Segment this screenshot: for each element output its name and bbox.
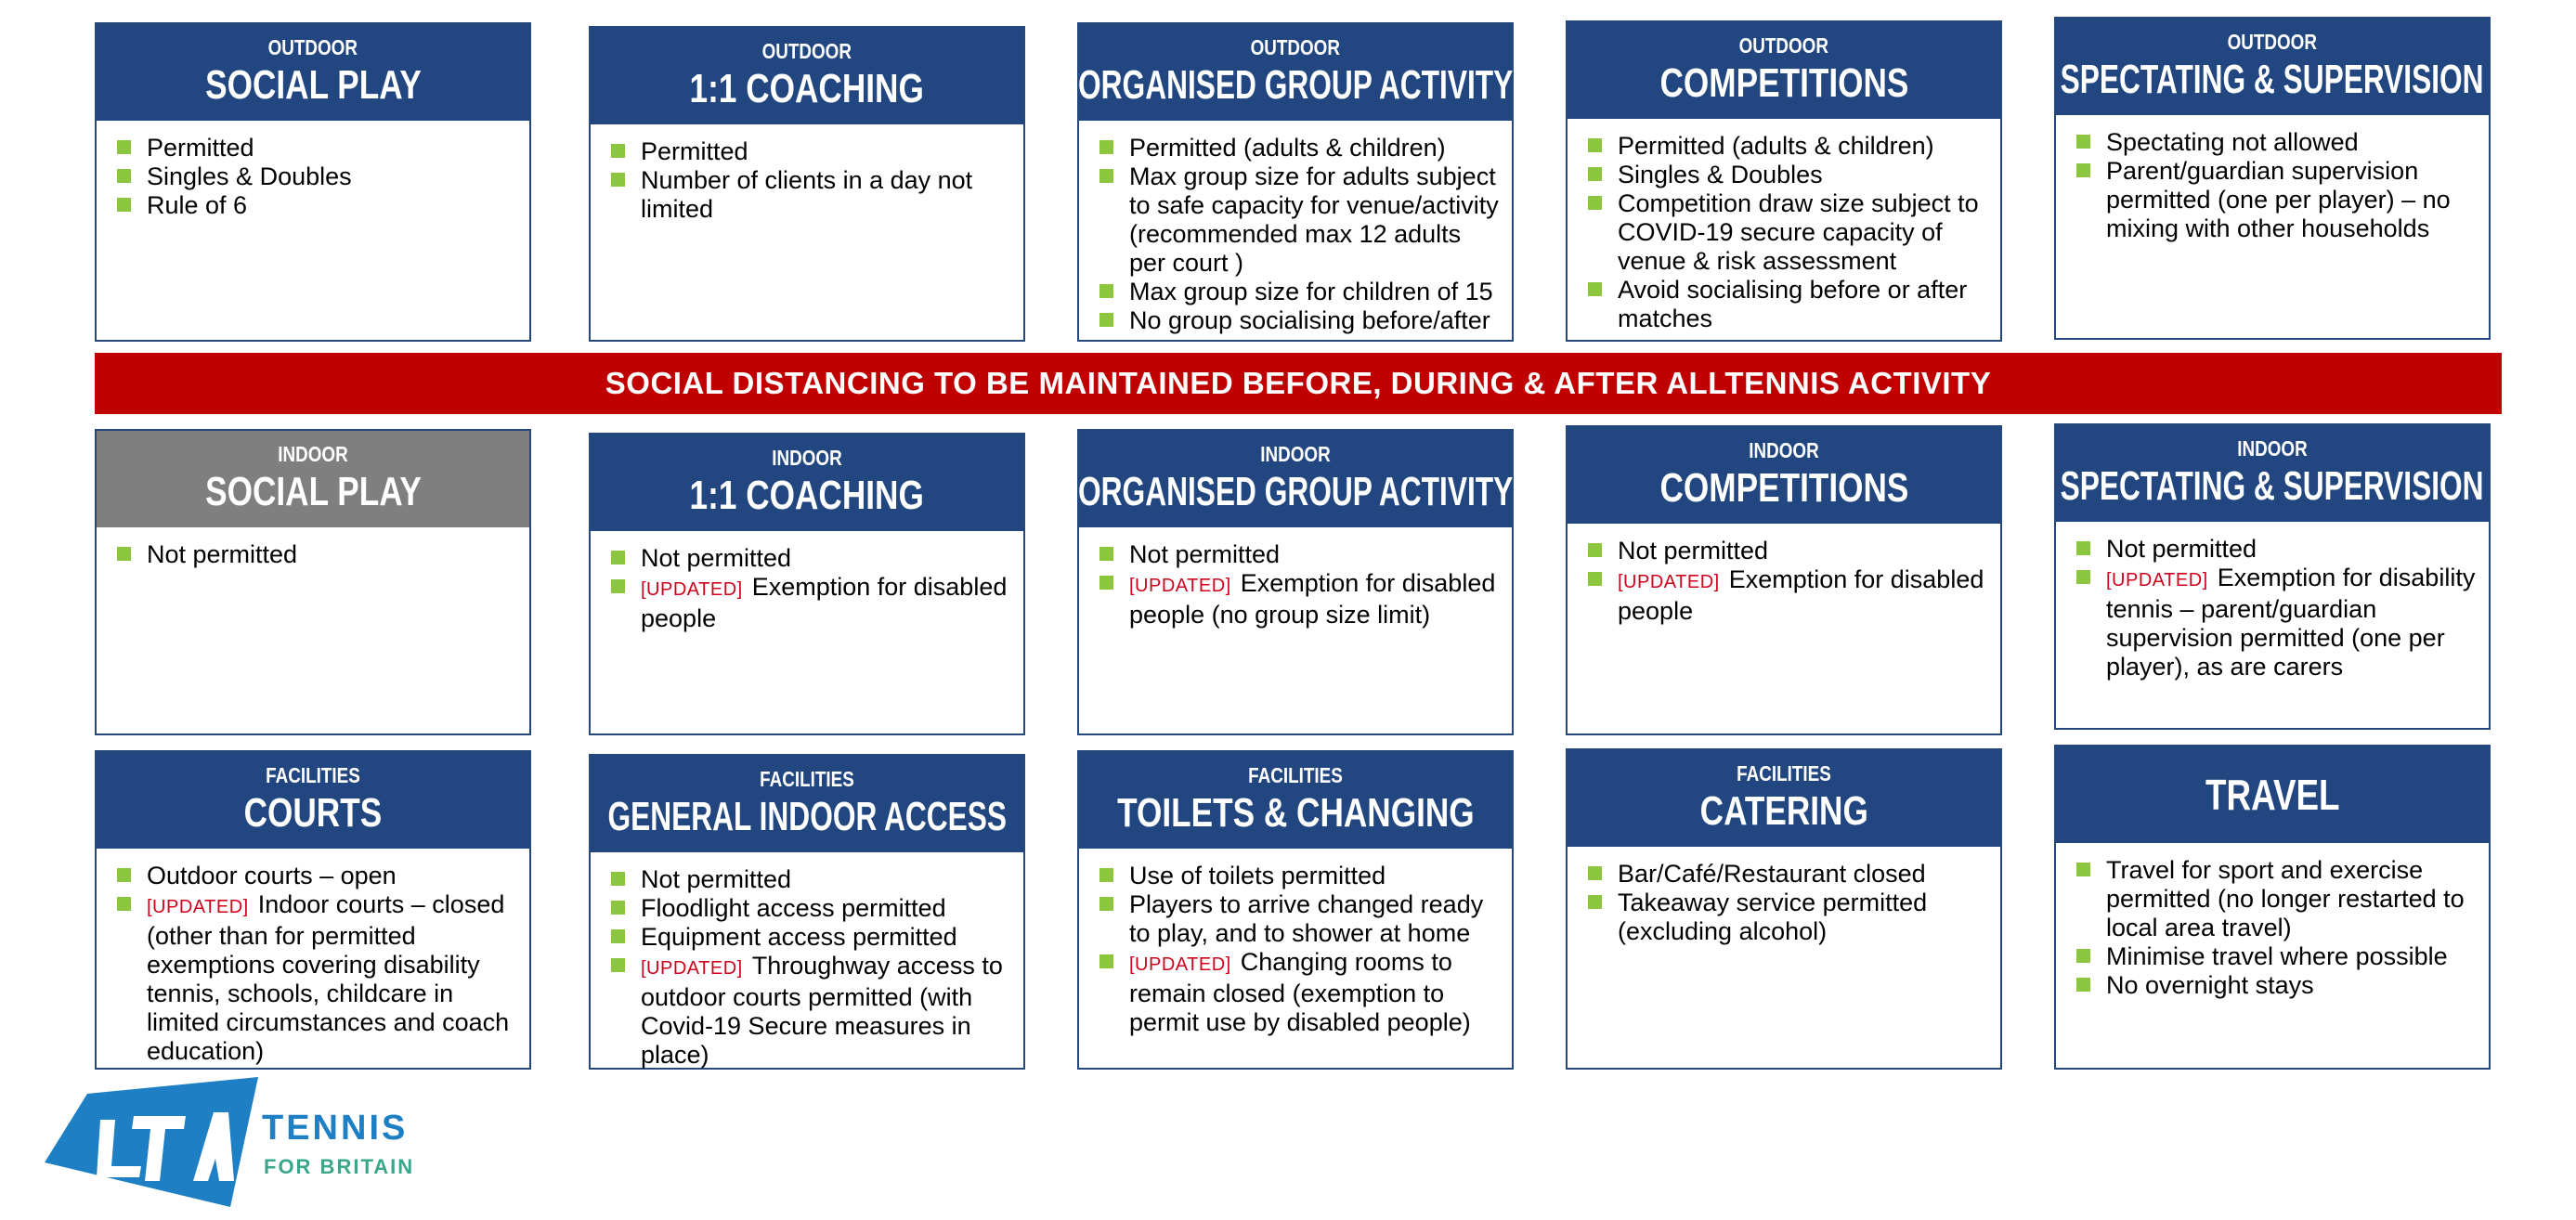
list-item [1586, 161, 1987, 189]
list-item [609, 923, 1010, 952]
list-item-text: Floodlight access permitted [641, 894, 946, 922]
card-title: SPECTATING & SUPERVISION [2061, 57, 2484, 103]
card-title: TRAVEL [2205, 770, 2340, 819]
list-item [609, 865, 1010, 894]
list-item [609, 544, 1010, 573]
card-title: ORGANISED GROUP ACTIVITY [1077, 62, 1514, 109]
card-header [97, 752, 529, 849]
list-item-text: Exemption for disabled people (no group size limit) [1129, 569, 1496, 629]
card-kicker: INDOOR [772, 446, 842, 471]
list-item [1586, 537, 1987, 565]
card-kicker: OUTDOOR [761, 39, 852, 64]
list-item-text: Permitted (adults & children) [1618, 132, 1934, 160]
list-item [115, 134, 516, 162]
card-kicker: FACILITIES [1737, 761, 1831, 786]
card-header [2056, 19, 2489, 115]
list-item-text: Bar/Café/Restaurant closed [1618, 860, 1926, 888]
list-item-text: Competition draw size subject to COVID-19 secure capacity of venue & risk assessment [1618, 189, 1979, 275]
card-title: SOCIAL PLAY [204, 62, 422, 109]
lta-logo-mark-icon [45, 1077, 267, 1207]
info-card [1077, 750, 1514, 1070]
updated-tag: [UPDATED] [1129, 954, 1231, 975]
list-item [1586, 889, 1987, 946]
card-bullet-list [97, 121, 529, 220]
card-header [1079, 431, 1512, 527]
list-item-text: Not permitted [1129, 540, 1281, 568]
list-item [2075, 942, 2476, 971]
list-item-text: Minimise travel where possible [2106, 942, 2448, 970]
social-distancing-banner: SOCIAL DISTANCING TO BE MAINTAINED BEFORE, DURING & AFTER ALLTENNIS ACTIVITY [95, 353, 2502, 414]
list-item [1586, 565, 1987, 626]
card-title: GENERAL INDOOR ACCESS [607, 794, 1007, 840]
card-title: CATERING [1699, 788, 1868, 835]
list-item-text: Not permitted [1618, 537, 1769, 565]
card-title: TOILETS & CHANGING [1116, 790, 1475, 837]
card-header [97, 24, 529, 121]
list-item [2075, 564, 2476, 681]
info-card [1566, 20, 2002, 342]
updated-tag: [UPDATED] [2106, 570, 2208, 591]
list-item-text: Changing rooms to remain closed (exemption to permit use by disabled people) [1129, 948, 1471, 1036]
list-item [115, 191, 516, 220]
list-item-text: Outdoor courts – open [147, 862, 397, 889]
card-bullet-list [1079, 527, 1512, 629]
list-item [2075, 856, 2476, 942]
list-item-text: Permitted [147, 134, 254, 162]
list-item-text: Singles & Doubles [1618, 161, 1823, 188]
list-item-text: Throughway access to outdoor courts permitted (with Covid-19 Secure measures in place) [641, 952, 1003, 1069]
list-item [115, 862, 516, 890]
list-item-text: Equipment access permitted [641, 923, 957, 951]
card-bullet-list [591, 531, 1023, 633]
updated-tag: [UPDATED] [147, 897, 249, 917]
list-item-text: Not permitted [147, 540, 298, 568]
info-card [1566, 425, 2002, 735]
list-item [1586, 276, 1987, 333]
list-item-text: Players to arrive changed ready to play, and to shower at home [1129, 890, 1484, 947]
card-kicker: FACILITIES [266, 763, 360, 788]
info-card [95, 429, 531, 735]
updated-tag: [UPDATED] [641, 958, 743, 979]
info-card [2054, 423, 2491, 730]
list-item [115, 890, 516, 1066]
list-item-text: No overnight stays [2106, 971, 2314, 999]
list-item-text: Travel for sport and exercise permitted (no longer restarted to local area travel) [2106, 856, 2465, 941]
updated-tag: [UPDATED] [1129, 576, 1231, 596]
card-title: SPECTATING & SUPERVISION [2061, 463, 2484, 510]
list-item-text: No group socialising before/after [1129, 306, 1490, 334]
list-item [115, 540, 516, 569]
info-card [589, 433, 1025, 735]
list-item-text: Takeaway service permitted (excluding alcohol) [1618, 889, 1928, 945]
list-item [1098, 306, 1499, 335]
card-title: 1:1 COACHING [689, 473, 925, 519]
list-item-text: Exemption for disabled people [1618, 565, 1984, 625]
list-item [1586, 189, 1987, 276]
list-item-text: Permitted (adults & children) [1129, 134, 1446, 162]
list-item-text: Exemption for disabled people [641, 573, 1008, 632]
card-header [97, 431, 529, 527]
card-bullet-list [1568, 119, 2000, 333]
list-item [609, 166, 1010, 224]
card-header [591, 756, 1023, 852]
card-kicker: OUTDOOR [2227, 30, 2318, 55]
list-item-text: Use of toilets permitted [1129, 862, 1386, 889]
list-item [1098, 278, 1499, 306]
card-header [591, 28, 1023, 124]
card-title: SOCIAL PLAY [204, 469, 422, 515]
list-item-text: Avoid socialising before or after matches [1618, 276, 1968, 332]
card-kicker: INDOOR [1260, 442, 1331, 467]
card-kicker: FACILITIES [1248, 763, 1343, 788]
list-item-text: Not permitted [2106, 535, 2257, 563]
card-title: ORGANISED GROUP ACTIVITY [1077, 469, 1514, 515]
list-item-text: Max group size for children of 15 [1129, 278, 1493, 305]
card-kicker: OUTDOOR [1738, 33, 1829, 58]
list-item-text: Max group size for adults subject to safe capacity for venue/activity (recommended max 12 adults per court ) [1129, 162, 1499, 277]
list-item [1098, 569, 1499, 629]
updated-tag: [UPDATED] [641, 579, 743, 600]
list-item [2075, 535, 2476, 564]
info-card [1077, 22, 1514, 342]
list-item-text: Not permitted [641, 544, 792, 572]
list-item-text: Exemption for disability tennis – parent/guardian supervision permitted (one per player), as are carers [2106, 564, 2476, 681]
card-header [2056, 746, 2489, 843]
list-item [1098, 890, 1499, 948]
card-title: COMPETITIONS [1659, 465, 1908, 512]
list-item-text: Rule of 6 [147, 191, 248, 219]
list-item-text: Spectating not allowed [2106, 128, 2359, 156]
info-card [1566, 748, 2002, 1070]
list-item [2075, 971, 2476, 1000]
list-item [609, 573, 1010, 633]
card-bullet-list [97, 849, 529, 1066]
list-item [1098, 862, 1499, 890]
list-item-text: Parent/guardian supervision permitted (one per player) – no mixing with other households [2106, 157, 2451, 242]
logo-tennis-text: TENNIS [262, 1109, 409, 1148]
updated-tag: [UPDATED] [1618, 572, 1720, 592]
info-card [95, 750, 531, 1070]
card-kicker: INDOOR [2237, 436, 2308, 461]
card-header [1568, 750, 2000, 847]
card-header [591, 435, 1023, 531]
card-kicker: INDOOR [1749, 438, 1819, 463]
card-title: COMPETITIONS [1659, 60, 1908, 107]
info-card [2054, 17, 2491, 340]
info-card [589, 26, 1025, 342]
card-bullet-list [2056, 843, 2489, 1000]
card-bullet-list [1568, 524, 2000, 626]
card-bullet-list [1079, 121, 1512, 335]
card-kicker: INDOOR [278, 442, 348, 467]
list-item [609, 137, 1010, 166]
card-title: 1:1 COACHING [689, 66, 925, 112]
list-item [609, 952, 1010, 1070]
list-item-text: Indoor courts – closed (other than for permitted exemptions covering disability tennis, schools, childcare in limited circumstances and coach education) [147, 890, 510, 1065]
list-item-text: Number of clients in a day not limited [641, 166, 973, 223]
info-card [1077, 429, 1514, 735]
list-item-text: Singles & Doubles [147, 162, 352, 190]
list-item [2075, 157, 2476, 243]
list-item [1586, 860, 1987, 889]
card-bullet-list [591, 124, 1023, 224]
card-kicker: FACILITIES [760, 767, 854, 792]
card-bullet-list [1568, 847, 2000, 946]
info-card [2054, 745, 2491, 1070]
list-item [115, 162, 516, 191]
lta-logo [45, 1077, 435, 1207]
card-bullet-list [2056, 115, 2489, 243]
card-header [1568, 427, 2000, 524]
info-card [589, 754, 1025, 1070]
list-item [1586, 132, 1987, 161]
card-header [2056, 425, 2489, 522]
list-item [1098, 540, 1499, 569]
list-item [1098, 134, 1499, 162]
card-bullet-list [97, 527, 529, 569]
card-bullet-list [2056, 522, 2489, 681]
info-card [95, 22, 531, 342]
list-item-text: Permitted [641, 137, 748, 165]
card-header [1079, 752, 1512, 849]
list-item [609, 894, 1010, 923]
card-bullet-list [591, 852, 1023, 1070]
list-item-text: Not permitted [641, 865, 792, 893]
card-kicker: OUTDOOR [1250, 35, 1341, 60]
list-item [1098, 162, 1499, 278]
list-item [1098, 948, 1499, 1037]
card-title: COURTS [243, 790, 383, 837]
card-bullet-list [1079, 849, 1512, 1037]
list-item [2075, 128, 2476, 157]
card-header [1079, 24, 1512, 121]
logo-for-britain-text: FOR BRITAIN [264, 1155, 415, 1178]
card-header [1568, 22, 2000, 119]
card-kicker: OUTDOOR [267, 35, 358, 60]
